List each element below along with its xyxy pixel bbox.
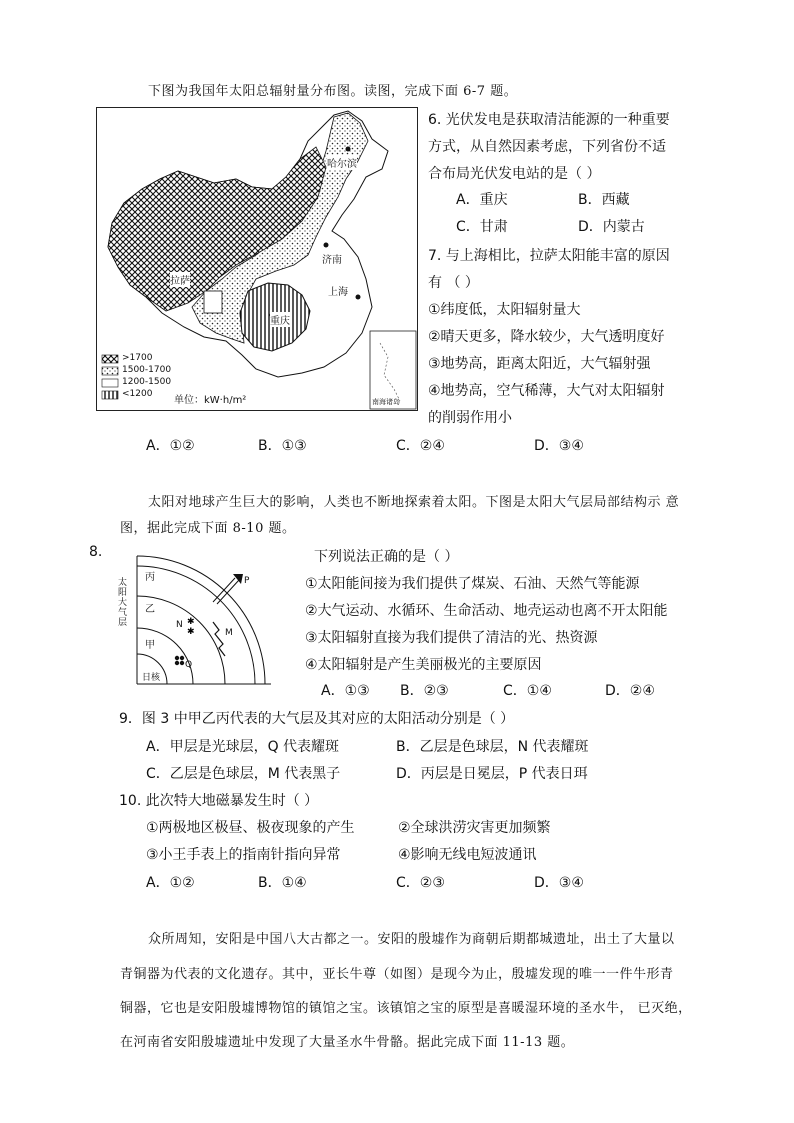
q7-option-d[interactable]: D．③④ (534, 438, 584, 454)
city-label-jinan: 济南 (322, 251, 342, 266)
section3-line1: 众所周知，安阳是中国八大古都之一。安阳的殷墟作为商朝后期都城遗址，出土了大量以 (148, 932, 675, 947)
q10-item: ④影响无线电短波通讯 (398, 847, 537, 863)
q6-option-c[interactable]: C．甘肃 (456, 219, 508, 235)
q9-option-c[interactable]: C．乙层是色球层，M 代表黑子 (146, 766, 341, 782)
section3-line4: 在河南省安阳殷墟遗址中发现了大量圣水牛骨骼。据此完成下面 11-13 题。 (120, 1035, 575, 1050)
q6-line: 6. 光伏发电是获取清洁能源的一种重要 (428, 112, 670, 128)
city-label-chongqing: 重庆 (270, 312, 290, 327)
city-label-shanghai: 上海 (328, 283, 348, 298)
q9-stem: 9．图 3 中甲乙丙代表的大气层及其对应的太阳活动分别是（ ） (119, 711, 515, 727)
layer-label-jia: 甲 (145, 640, 155, 651)
diagram-ylabel: 太阳大气层 (118, 578, 128, 628)
q7-item: ①纬度低，太阳辐射量大 (428, 302, 581, 318)
q7-line: 有 （ ） (428, 275, 479, 291)
q8-stem (314, 544, 458, 571)
q7-option-b[interactable]: B．①③ (258, 438, 307, 454)
q8-question: 下列说法正确的是（ ） (314, 549, 459, 565)
q9-option-a[interactable]: A．甲层是光球层，Q 代表耀斑 (146, 739, 340, 755)
q6-line: 合布局光伏发电站的是（ ） (428, 166, 601, 182)
section3-line2: 青铜器为代表的文化遗存。其中，亚长牛尊（如图）是现今为止，殷墟发现的唯一一件牛形青 (120, 967, 674, 982)
q10-item: ③小王手表上的指南针指向异常 (146, 847, 341, 863)
svg-text:✱: ✱ (187, 627, 195, 637)
q10-item: ②全球洪涝灾害更加频繁 (398, 820, 551, 836)
city-label-lhasa: 拉萨 (170, 272, 190, 287)
q7-stem (428, 243, 670, 432)
q8-option-d[interactable]: D．②④ (605, 683, 655, 699)
q6-option-d[interactable]: D．内蒙古 (578, 219, 645, 235)
layer-label-bing: 丙 (145, 572, 155, 583)
solar-radiation-map (96, 107, 418, 411)
layer-label-core: 日核 (142, 673, 161, 683)
layer-label-yi: 乙 (145, 604, 155, 615)
sun-diagram-svg (115, 550, 275, 690)
q6-option-a[interactable]: A．重庆 (456, 192, 508, 208)
q7-line: 7. 与上海相比，拉萨太阳能丰富的原因 (428, 248, 670, 264)
q8-option-b[interactable]: B．②③ (400, 683, 449, 699)
q10-option-d[interactable]: D．③④ (534, 875, 584, 891)
q7-option-a[interactable]: A．①② (146, 438, 195, 454)
legend-label-4: <1200 (122, 389, 153, 399)
city-label-harbin: 哈尔滨 (327, 155, 357, 170)
svg-text:✱: ✱ (187, 617, 195, 627)
section1-intro: 下图为我国年太阳总辐射量分布图。读图，完成下面 6-7 题。 (148, 84, 518, 99)
q6-stem (428, 107, 670, 188)
q7-item: ④地势高，空气稀薄，大气对太阳辐射 (428, 383, 665, 399)
q8-items (305, 571, 668, 679)
marker-m: M (225, 628, 233, 638)
q10-option-a[interactable]: A．①② (146, 875, 195, 891)
q8-item: ③太阳辐射直接为我们提供了清洁的光、热资源 (305, 630, 598, 646)
q8-item: ②大气运动、水循环、生命活动、地壳运动也离不开太阳能 (305, 603, 668, 619)
section3-line3: 铜器，它也是安阳殷墟博物馆的镇馆之宝。该镇馆之宝的原型是喜暖湿环境的圣水牛， 已灭绝， (120, 1001, 692, 1016)
map-unit: 单位：kW·h/m² (174, 395, 247, 406)
q8-item: ④太阳辐射是产生美丽极光的主要原因 (305, 657, 542, 673)
q7-option-c[interactable]: C．②④ (396, 438, 445, 454)
q9-option-d[interactable]: D．丙层是日冕层，P 代表日珥 (396, 766, 588, 782)
marker-q: Q (185, 660, 193, 670)
q10-item: ①两极地区极昼、极夜现象的产生 (146, 820, 355, 836)
legend-label-3: 1200-1500 (122, 377, 172, 387)
section2-intro-line2: 图，据此完成下面 8-10 题。 (120, 521, 296, 536)
q7-item: ③地势高，距离太阳近，大气辐射强 (428, 356, 651, 372)
q9-option-b[interactable]: B．乙层是色球层，N 代表耀斑 (396, 739, 589, 755)
q10-option-c[interactable]: C．②③ (396, 875, 445, 891)
q10-stem: 10. 此次特大地磁暴发生时（ ） (119, 793, 319, 809)
q6-option-b[interactable]: B．西藏 (578, 192, 630, 208)
q10-option-b[interactable]: B．①④ (258, 875, 307, 891)
q6-line: 方式，从自然因素考虑，下列省份不适 (428, 139, 666, 155)
q7-item-cont: 的削弱作用小 (428, 410, 512, 426)
inset-label: 南海诸岛 (372, 398, 400, 406)
sun-layers-diagram (115, 550, 275, 690)
q8-number: 8. (89, 544, 103, 560)
q8-item: ①太阳能间接为我们提供了煤炭、石油、天然气等能源 (305, 576, 640, 592)
q8-option-c[interactable]: C．①④ (503, 683, 552, 699)
q7-item: ②晴天更多，降水较少，大气透明度好 (428, 329, 665, 345)
marker-n: N (176, 620, 183, 630)
legend-label-1: >1700 (122, 353, 153, 363)
legend-label-2: 1500-1700 (122, 365, 172, 375)
marker-p: P (244, 576, 250, 586)
q8-option-a[interactable]: A．①③ (321, 683, 370, 699)
section2-intro-line1: 太阳对地球产生巨大的影响，人类也不断地探索着太阳。下图是太阳大气层局部结构示 意 (148, 495, 680, 510)
